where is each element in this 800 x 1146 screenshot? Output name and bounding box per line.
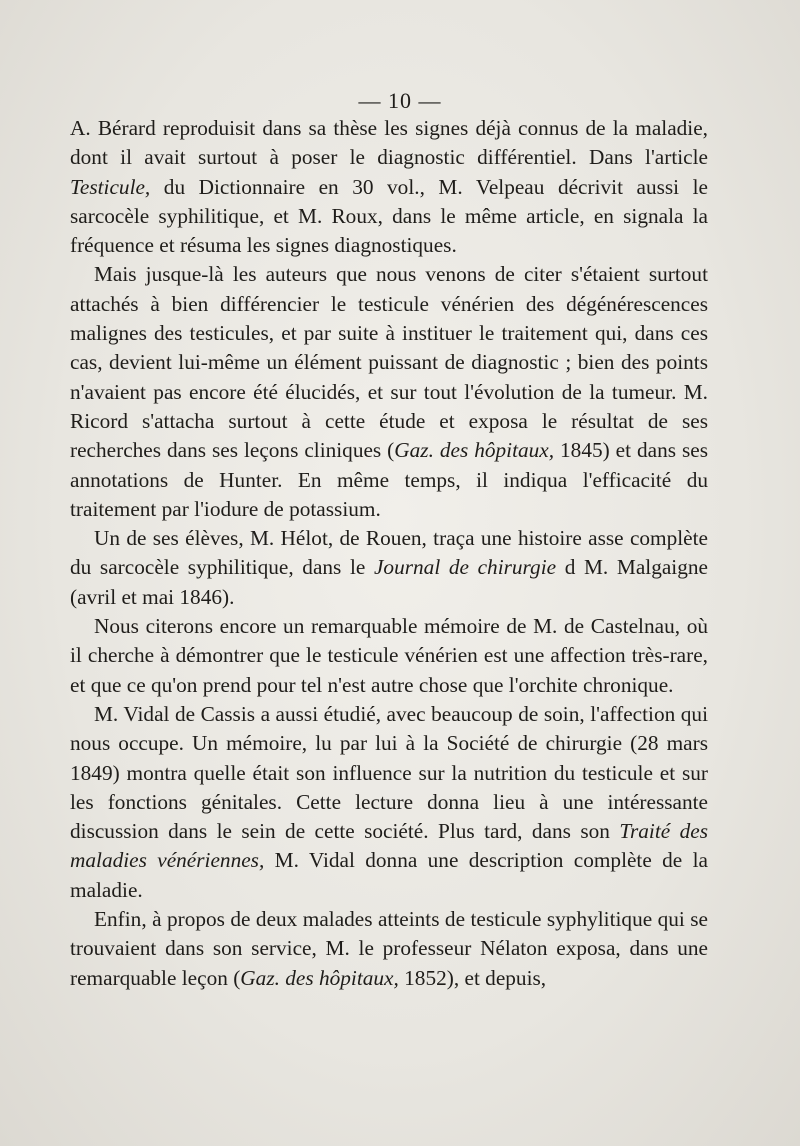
paragraph bbox=[70, 905, 708, 993]
italic-citation: Traité des maladies vénériennes, bbox=[70, 819, 708, 873]
text-run: Mais jusque-là les auteurs que nous venons de citer s'étaient surtout attachés à bien différencier le testicule vénérien des dégénérescences malignes des testicules, et par suite à instituer le traitement qui, dans ces cas, devient lui-même un élément puissant de diagnostic ; bien des points n'avaient pas encore été élucidés, et sur tout l'évolution de la tumeur. M. Ricord s'attacha surtout à cette étude et exposa le résultat de ses recherches dans ses leçons cliniques ( bbox=[70, 262, 708, 463]
text-run: Enfin, à propos de deux malades atteints de testicule syphylitique qui se trouvaient dans son service, M. le professeur Nélaton exposa, dans une remarquable leçon ( bbox=[70, 907, 708, 990]
text-run: Nous citerons encore un remarquable mémoire de M. de Castelnau, où il cherche à démontrer que le testicule vénérien est une affection très-rare, et que ce qu'on prend pour tel n'est autre chose que l'orchite chronique. bbox=[70, 614, 708, 697]
text-run: M. Vidal de Cassis a aussi étudié, avec beaucoup de soin, l'affection qui nous occupe. Un mémoire, lu par lui à la Société de chirurgie (28 mars 1849) montra quelle était son influence sur la nutrition du testicule et sur les fonctions génitales. Cette lecture donna lieu à une intéressante discussion dans le sein de cette société. Plus tard, dans son bbox=[70, 701, 708, 844]
paragraph bbox=[70, 524, 708, 612]
text-body bbox=[70, 114, 708, 993]
text-run: A. Bérard reproduisit dans sa thèse les signes déjà connus de la maladie, dont il avait surtout à poser le diagnostic différentiel. Dans l'article bbox=[70, 116, 708, 170]
text-run: 1852), et depuis, bbox=[398, 965, 547, 990]
italic-citation: Gaz. des hôpitaux, bbox=[240, 965, 399, 990]
paragraph bbox=[70, 114, 708, 260]
italic-citation: Testicule, bbox=[70, 174, 151, 199]
text-run: Un de ses élèves, M. Hélot, de Rouen, traça une histoire asse complète du sarcocèle syphilitique, dans le bbox=[70, 526, 708, 580]
text-run: du Dictionnaire en 30 vol., M. Velpeau décrivit aussi le sarcocèle syphilitique, et M. Roux, dans le même article, en signala la fréquence et résuma les signes diagnostiques. bbox=[70, 174, 708, 258]
text-run: d M. Malgaigne (avril et mai 1846). bbox=[70, 555, 708, 609]
italic-citation: Journal de chirurgie bbox=[373, 555, 557, 580]
paragraph bbox=[70, 700, 708, 905]
paragraph bbox=[70, 612, 708, 700]
page-number: — 10 — bbox=[358, 88, 442, 113]
italic-citation: Gaz. des hôpitaux, bbox=[394, 438, 555, 463]
paragraph bbox=[70, 260, 708, 524]
text-run: M. Vidal donna une description complète de la maladie. bbox=[70, 848, 708, 902]
text-run: 1845) et dans ses annotations de Hunter. En même temps, il indiqua l'efficacité du traitement par l'iodure de potassium. bbox=[70, 438, 709, 521]
